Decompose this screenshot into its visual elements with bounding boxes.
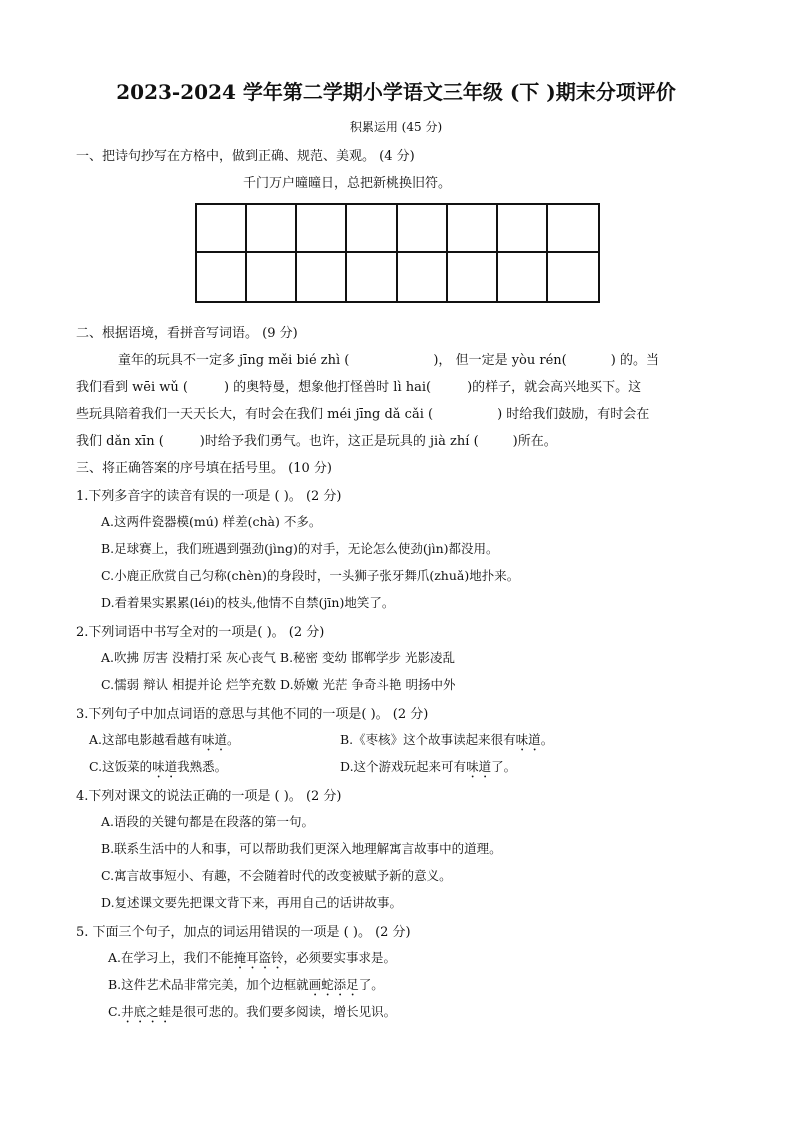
grid-cell[interactable] [197,205,247,253]
grid-cell[interactable] [448,205,498,253]
option-text: C. [108,1004,122,1019]
dotted-word: 味道 [152,759,178,774]
section-subtitle: 积累运用 (45 分) [349,120,443,134]
grid-cell[interactable] [297,253,347,301]
q1-option-c[interactable]: C.小鹿正欣赏自己匀称(chèn)的身段时，一头狮子张牙舞爪(zhuǎ)地扑来。 [101,568,520,583]
text-segment: 我们 dǎn xīn ( [76,434,164,449]
option-text: C.这饭菜的 [89,759,153,774]
q2-options-ab[interactable]: A.吹拂 厉害 没精打采 灰心丧气 B.秘密 变幼 邯郸学步 光影凌乱 [101,650,455,665]
q3-option-c[interactable] [89,757,227,781]
q1-option-b[interactable]: B.足球赛上，我们班遇到强劲(jìng)的对手，无论怎么使劲(jìn)都没用。 [101,541,499,556]
q4-option-c[interactable]: C.寓言故事短小、有趣，不会随着时代的改变被赋予新的意义。 [101,868,452,883]
text-segment: 我们看到 wēi wǔ ( [76,380,188,395]
option-text: 。 [540,732,554,747]
dotted-word: 画蛇添足 [308,977,359,992]
pinyin-paragraph-line4 [76,430,557,449]
q2-options-cd[interactable]: C.懦弱 辩认 相提并论 烂竽充数 D.娇嫩 光茫 争奇斗艳 明扬中外 [101,677,456,692]
pinyin-paragraph-line2 [76,376,641,395]
grid-cell[interactable] [197,253,247,301]
dotted-word: 味道 [515,732,541,747]
q5-option-b[interactable] [108,975,384,999]
option-text: 是很可悲的。我们要多阅读，增长见识。 [171,1004,397,1019]
q5-option-c[interactable] [108,1002,396,1026]
question5-stem: 5. 下面三个句子，加点的词运用错误的一项是 ( )。 (2 分) [76,925,411,940]
option-text: A.这部电影越看越有 [89,732,203,747]
text-segment: 童年的玩具不一定多 jīng měi bié zhì ( [118,353,350,368]
option-text: 我熟悉。 [177,759,228,774]
q4-option-b[interactable]: B.联系生活中的人和事，可以帮助我们更深入地理解寓言故事中的道理。 [101,841,502,856]
question3-stem: 3.下列句子中加点词语的意思与其他不同的一项是( )。 (2 分) [76,707,429,722]
exam-title: 2023-2024 学年第二学期小学语文三年级 (下 )期末分项评价 [116,80,676,104]
grid-cell[interactable] [498,253,548,301]
pinyin-paragraph-line1 [118,349,659,368]
section2-heading: 二、根据语境，看拼音写词语。 (9 分) [76,326,298,341]
dotted-word: 井底之蛙 [121,1004,172,1019]
q4-option-a[interactable]: A.语段的关键句都是在段落的第一句。 [101,814,315,829]
q3-option-a[interactable] [89,730,240,754]
grid-cell[interactable] [398,253,448,301]
grid-cell[interactable] [548,205,598,253]
text-segment: )的样子，就会高兴地买下。这 [467,380,642,395]
option-text: D.这个游戏玩起来可有 [340,759,467,774]
section3-heading: 三、将正确答案的序号填在括号里。 (10 分) [76,461,332,476]
option-text: A.在学习上，我们不能 [108,950,234,965]
q3-option-d[interactable] [340,757,516,781]
option-text: 了。 [491,759,517,774]
option-text: B.这件艺术品非常完美，加个边框就 [108,977,309,992]
writing-grid[interactable] [195,203,600,303]
question2-stem: 2.下列词语中书写全对的一项是( )。 (2 分) [76,625,325,640]
text-segment: )时给予我们勇气。也许，这正是玩具的 jià zhí ( [199,434,479,449]
grid-cell[interactable] [247,205,297,253]
text-segment: ) 时给我们鼓励，有时会在 [497,407,650,422]
question4-stem: 4.下列对课文的说法正确的一项是 ( )。 (2 分) [76,789,342,804]
text-segment: )所在。 [512,434,557,449]
grid-cell[interactable] [347,253,397,301]
grid-cell[interactable] [347,205,397,253]
dotted-word: 掩耳盗铃 [233,950,284,965]
q1-option-a[interactable]: A.这两件瓷器模(mú) 样差(chà) 不多。 [101,514,322,529]
dotted-word: 味道 [466,759,492,774]
option-text: B.《枣核》这个故事读起来很有 [340,732,516,747]
dotted-word: 味道 [202,732,228,747]
pinyin-paragraph-line3 [76,403,649,422]
q4-option-d[interactable]: D.复述课文要先把课文背下来，再用自己的话讲故事。 [101,895,403,910]
grid-cell[interactable] [498,205,548,253]
grid-cell[interactable] [448,253,498,301]
option-text: 。 [227,732,240,747]
grid-cell[interactable] [297,205,347,253]
option-text: 了。 [358,977,384,992]
section1-heading: 一、把诗句抄写在方格中，做到正确、规范、美观。 (4 分) [76,149,415,164]
option-text: ，必须要实事求是。 [283,950,397,965]
q3-option-b[interactable] [340,730,553,754]
poem-line: 千门万户曈曈日，总把新桃换旧符。 [243,176,452,191]
text-segment: 些玩具陪着我们一天天长大，有时会在我们 méi jīng dǎ cǎi ( [76,407,434,422]
grid-cell[interactable] [398,205,448,253]
grid-cell[interactable] [548,253,598,301]
text-segment: )， 但一定是 yòu rén( [433,353,567,368]
text-segment: ) 的。当 [610,353,659,368]
grid-cell[interactable] [247,253,297,301]
text-segment: ) 的奥特曼，想象他打怪兽时 lì hai( [223,380,432,395]
q1-option-d[interactable]: D.看着果实累累(léi)的枝头,他情不自禁(jīn)地笑了。 [101,595,395,610]
question1-stem: 1.下列多音字的读音有误的一项是 ( )。 (2 分) [76,489,342,504]
q5-option-a[interactable] [108,948,396,972]
